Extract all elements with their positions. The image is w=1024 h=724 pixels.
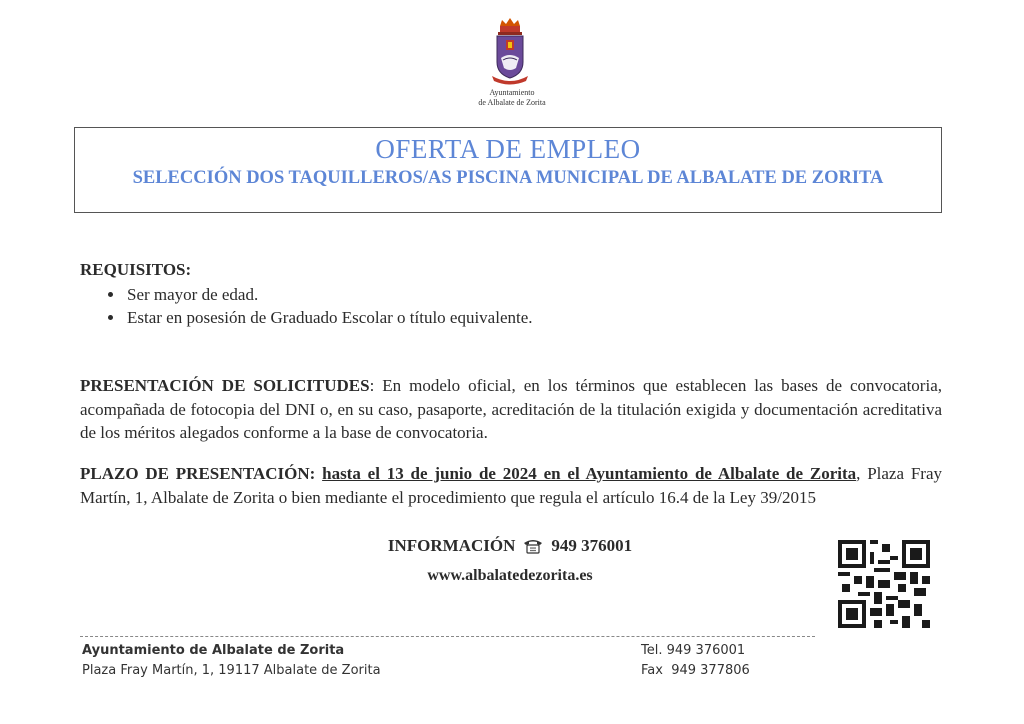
qr-code-icon[interactable] [838, 540, 930, 628]
organization-name [412, 88, 612, 108]
telephone-icon [523, 538, 543, 554]
applications-heading: PRESENTACIÓN DE SOLICITUDES [80, 376, 370, 395]
coat-of-arms-icon [488, 18, 532, 86]
deadline-heading: PLAZO DE PRESENTACIÓN [80, 464, 310, 483]
footer-org-name: Ayuntamiento de Albalate de Zorita [82, 643, 345, 658]
footer-address: Plaza Fray Martín, 1, 19117 Albalate de Zorita [82, 663, 381, 678]
requirement-item: • Estar en posesión de Graduado Escolar o título equivalente. [125, 306, 940, 329]
applications-text: : En modelo oficial, en los términos que establecen las bases de convocatoria, acompañada de fotocopia del DNI o, en su caso, pasaporte, acreditación de la titulación exigida y documentación acreditativa de los méritos alegados conforme a la base de convocatoria. [80, 376, 942, 442]
footer-fax: Fax 949 377806 [641, 663, 750, 678]
footer-tel: Tel. 949 376001 [641, 643, 746, 658]
information-line [300, 536, 720, 556]
deadline-date: hasta el 13 de junio de 2024 en el Ayuntamiento de Albalate de Zorita [322, 464, 857, 483]
footer-divider [80, 636, 815, 637]
footer-address-block [82, 641, 381, 681]
applications-paragraph [80, 374, 942, 445]
requirement-item: • Ser mayor de edad. [125, 283, 940, 306]
requirements-heading: REQUISITOS: [80, 260, 192, 279]
requirements-section [80, 258, 940, 329]
title-box [74, 127, 942, 213]
information-label: INFORMACIÓN [387, 536, 516, 555]
org-line-1: Ayuntamiento [489, 88, 535, 97]
information-phone: 949 376001 [551, 536, 633, 555]
page-title: OFERTA DE EMPLEO [375, 134, 641, 164]
page-subtitle: SELECCIÓN DOS TAQUILLEROS/AS PISCINA MUNICIPAL DE ALBALATE DE ZORITA [132, 168, 884, 188]
website-link[interactable]: www.albalatedezorita.es [427, 567, 593, 584]
footer-contact-block [641, 641, 750, 681]
deadline-separator: : [309, 464, 323, 483]
deadline-paragraph [80, 462, 942, 509]
org-line-2: de Albalate de Zorita [478, 98, 546, 107]
requirements-list [80, 283, 940, 329]
deadline-text: , Plaza Fray Martín, 1, Albalate de Zorita o bien mediante el procedimiento que regula el artículo 16.4 de la Ley 39/2015 [80, 464, 942, 507]
